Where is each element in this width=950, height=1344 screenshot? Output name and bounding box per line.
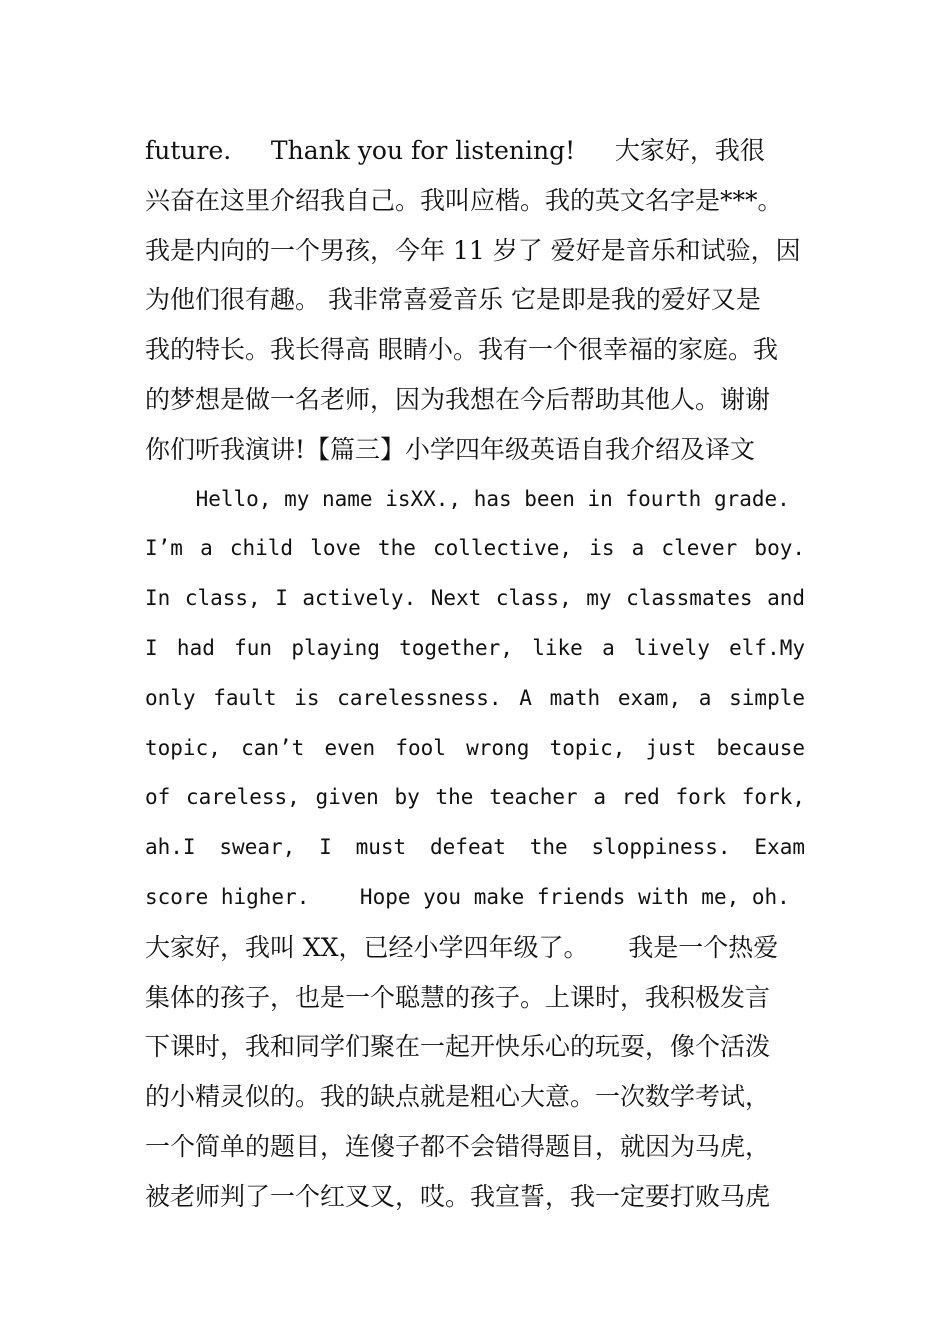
text-line: 为他们很有趣。 我非常喜爱音乐 它是即是我的爱好又是 xyxy=(145,285,761,315)
text-line: topic, can’t even fool wrong topic, just because xyxy=(145,735,805,760)
text-line: 集体的孩子，也是一个聪慧的孩子。上课时，我积极发言 xyxy=(145,982,771,1012)
text-line: 我的特长。我长得高 眼睛小。我有一个很幸福的家庭。我 xyxy=(145,335,778,365)
body-text xyxy=(145,126,805,1222)
text-line: 我是内向的一个男孩，今年 11 岁了 爱好是音乐和试验，因 xyxy=(145,235,801,265)
text-line: 兴奋在这里介绍我自己。我叫应楷。我的英文名字是***。 xyxy=(145,185,783,215)
text-line: 你们听我演讲!【篇三】小学四年级英语自我介绍及译文 xyxy=(145,434,756,464)
text-line: 大家好，我叫 XX，已经小学四年级了。 我是一个热爱 xyxy=(145,932,779,962)
text-line: of careless, given by the teacher a red fork fork, xyxy=(145,785,805,810)
text-line: Hello, my name isXX., has been in fourth grade. xyxy=(145,486,790,511)
text-line: I’m a child love the collective, is a clever boy. xyxy=(145,536,805,561)
text-line: 的梦想是做一名老师，因为我想在今后帮助其他人。谢谢 xyxy=(145,384,771,414)
text-line: I had fun playing together, like a lively elf.My xyxy=(145,635,805,660)
text-line: 一个简单的题目，连傻子都不会错得题目，就因为马虎， xyxy=(145,1131,771,1161)
text-line: ah.I swear, I must defeat the sloppiness. Exam xyxy=(145,835,805,860)
text-line: 的小精灵似的。我的缺点就是粗心大意。一次数学考试， xyxy=(145,1082,771,1112)
text-line: 被老师判了一个红叉叉，哎。我宣誓，我一定要打败马虎 xyxy=(145,1181,771,1211)
text-line: score higher. Hope you make friends with me, oh. xyxy=(145,884,790,909)
text-line: 下课时，我和同学们聚在一起开快乐心的玩耍，像个活泼 xyxy=(145,1032,771,1062)
text-line: In class, I actively. Next class, my classmates and xyxy=(145,586,805,611)
text-line: only fault is carelessness. A math exam, a simple xyxy=(145,685,805,710)
text-line: future. Thank you for listening! 大家好，我很 xyxy=(145,136,765,165)
